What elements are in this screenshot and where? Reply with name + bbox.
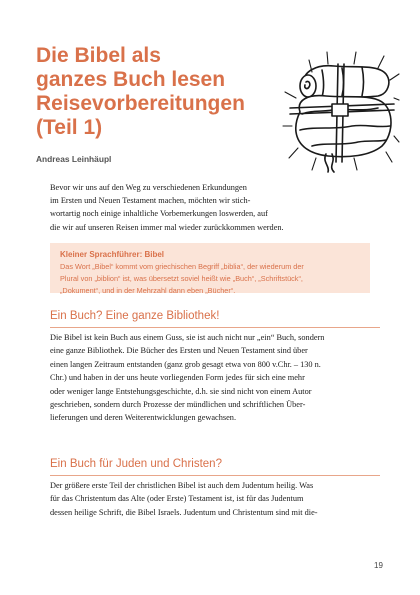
- title-line: (Teil 1): [36, 116, 103, 139]
- section-paragraph: [50, 479, 380, 519]
- paragraph-line: lieferungen und deren Weiterentwicklungen gewachsen.: [50, 413, 237, 423]
- title-line: Reisevorbereitungen: [36, 92, 245, 115]
- paragraph-line: oder weniger lange Entstehungsgeschichte, d.h. sie sind nicht von einem Autor: [50, 386, 312, 396]
- paragraph-line: geschrieben, sondern durch Prozesse der mündlichen und schriftlichen Über-: [50, 400, 306, 410]
- page-number: 19: [374, 561, 383, 570]
- intro-line: wortartig noch einige inhaltliche Vorbemerkungen loswerden, auf: [50, 209, 268, 219]
- glossary-box: [50, 243, 370, 293]
- title-line: ganzes Buch lesen: [36, 68, 226, 91]
- paragraph-line: Die Bibel ist kein Buch aus einem Guss, sie ist auch nicht nur „ein“ Buch, sondern: [50, 333, 325, 342]
- glossary-box-line: „Dokument“, und in der Mehrzahl dann eben „Bücher“.: [60, 286, 236, 295]
- paragraph-line: Chr.) und haben in der uns heute vorliegenden Form jedes für sich eine mehr: [50, 373, 305, 383]
- intro-line: Bevor wir uns auf den Weg zu verschiedenen Erkundungen: [50, 183, 247, 192]
- paragraph-line: für das Christentum das Alte (oder Erste) Testament ist, ist für das Judentum: [50, 494, 304, 504]
- section-heading: Ein Buch? Eine ganze Bibliothek!: [50, 310, 220, 322]
- author-name: Andreas Leinhäupl: [36, 154, 112, 164]
- paragraph-line: Der größere erste Teil der christlichen Bibel ist auch dem Judentum heilig. Was: [50, 481, 314, 490]
- section-paragraph: [50, 331, 380, 425]
- paragraph-line: einen langen Zeitraum entstanden (ganz grob gesagt etwa von 800 v.Chr. – 130 n.: [50, 359, 321, 369]
- intro-paragraph: [50, 181, 380, 234]
- page-title: [36, 44, 286, 140]
- title-line: Die Bibel als: [36, 44, 161, 67]
- section-heading: Ein Buch für Juden und Christen?: [50, 458, 222, 470]
- section-divider: [50, 327, 380, 328]
- paragraph-line: dessen heilige Schrift, die Bibel Israels. Judentum und Christentum sind mit die-: [50, 507, 318, 517]
- glossary-box-line: Plural von „biblion“ ist, was übersetzt soviel heißt wie „Buch“, „Schriftstück“,: [60, 274, 303, 283]
- paragraph-line: eine ganze Bibliothek. Die Bücher des Ersten und Neuen Testament sind über: [50, 346, 308, 356]
- section-divider: [50, 475, 380, 476]
- intro-line: die wir auf unseren Reisen immer mal wieder zurückkommen werden.: [50, 222, 284, 232]
- glossary-box-title: Kleiner Sprachführer: Bibel: [60, 250, 165, 259]
- glossary-box-line: Das Wort „Bibel“ kommt vom griechischen Begriff „biblia“, der wiederum der: [60, 262, 304, 271]
- intro-line: im Ersten und Neuen Testament machen, möchten wir stich-: [50, 196, 251, 206]
- bundled-luggage-illustration: [282, 50, 400, 174]
